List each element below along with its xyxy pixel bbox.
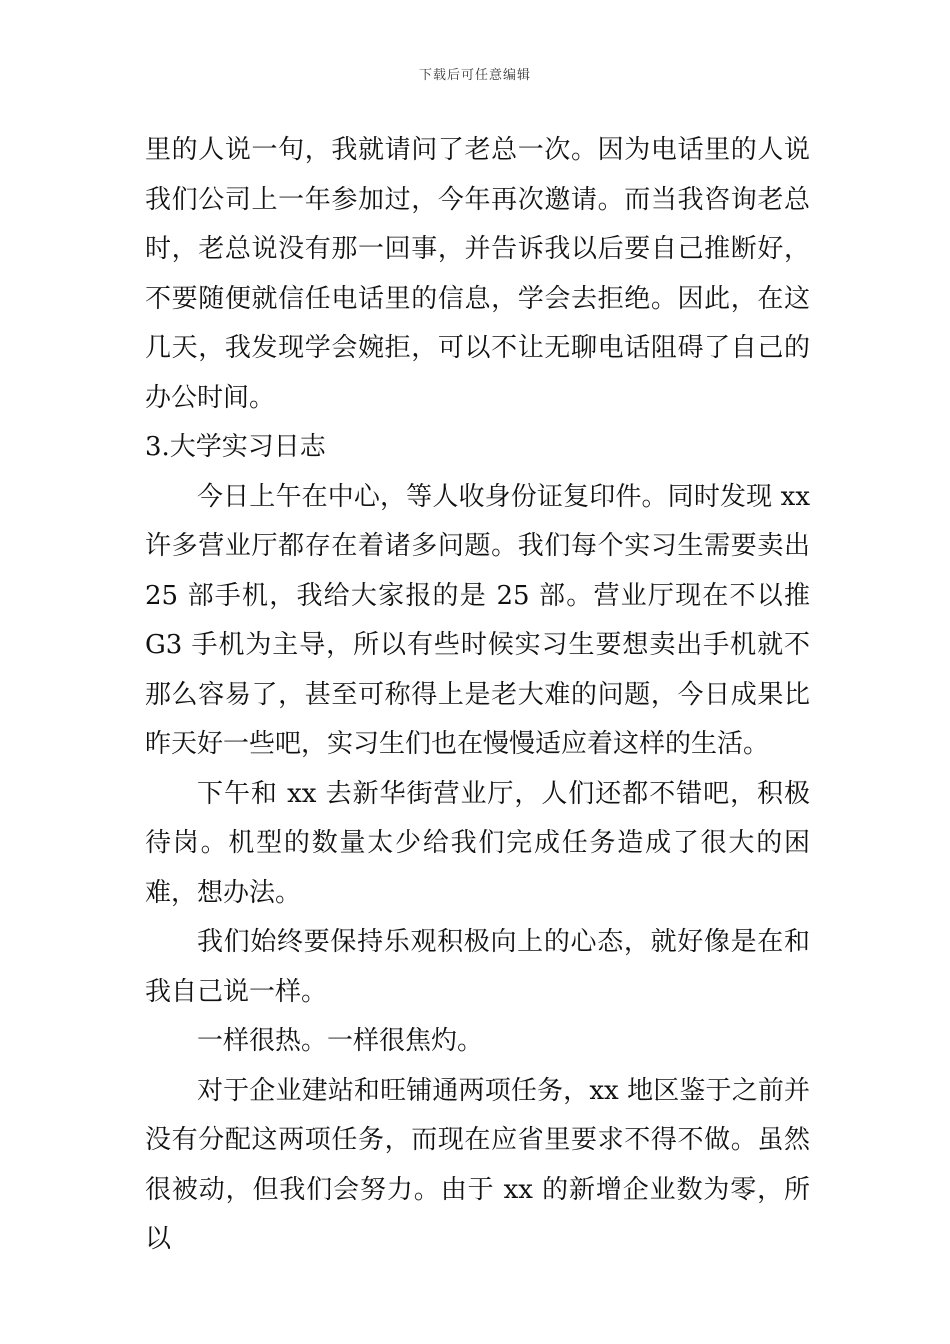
paragraph: 对于企业建站和旺铺通两项任务，xx 地区鉴于之前并没有分配这两项任务，而现在应省里要求不得不做。虽然很被动，但我们会努力。由于 xx 的新增企业数为零，所以 <box>145 1075 810 1254</box>
paragraph: 下午和 xx 去新华街营业厅，人们还都不错吧，积极待岗。机型的数量太少给我们完成任务造成了很大的困难，想办法。 <box>145 778 810 908</box>
paragraph: 我们始终要保持乐观积极向上的心态，就好像是在和我自己说一样。 <box>145 927 810 1007</box>
page-header: 下载后可任意编辑 <box>418 68 531 83</box>
section-heading: 3.大学实习日志 <box>145 432 326 462</box>
paragraph: 今日上午在中心，等人收身份证复印件。同时发现 xx 许多营业厅都存在着诸多问题。我们每个实习生需要卖出 25 部手机，我给大家报的是 25 部。营业厅现在不以推 G3 手机为主导，所以有些时候实习生要想卖出手机就不那么容易了，甚至可称得上是老大难的问题，今日成果比昨天好一些吧，实习生们也在慢慢适应着这样的生活。 <box>145 481 810 759</box>
paragraph-continued: 里的人说一句，我就请问了老总一次。因为电话里的人说我们公司上一年参加过，今年再次邀请。而当我咨询老总时，老总说没有那一回事，并告诉我以后要自己推断好，不要随便就信任电话里的信息，学会去拒绝。因此，在这几天，我发现学会婉拒，可以不让无聊电话阻碍了自己的办公时间。 <box>145 135 810 413</box>
paragraph: 一样很热。一样很焦灼。 <box>197 1026 484 1056</box>
document-body <box>145 126 810 1265</box>
